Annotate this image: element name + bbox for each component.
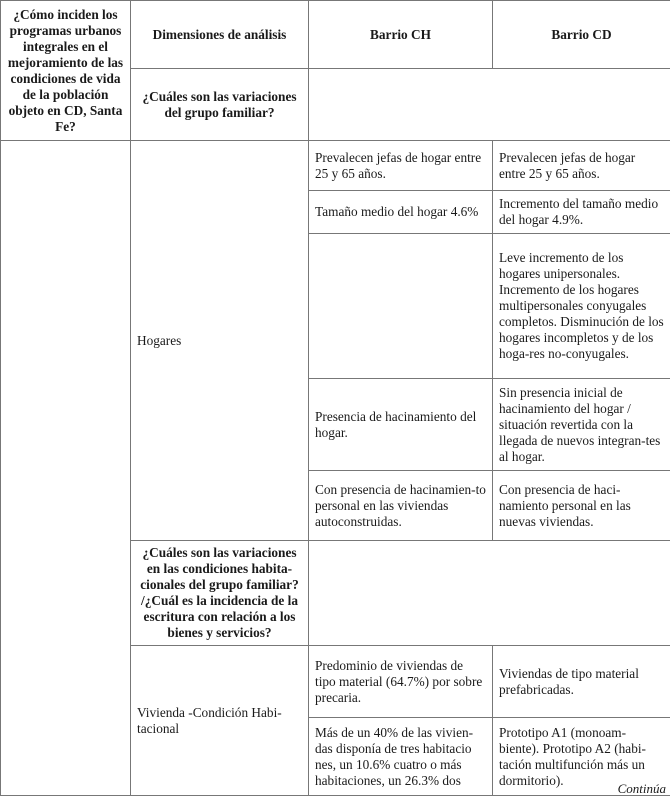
question-family-group: ¿Cuáles son las variaciones del grupo familiar? xyxy=(131,69,309,141)
dimension-hogares: Hogares xyxy=(131,141,309,541)
vivienda-ch-cell: Más de un 40% de las vivien-das disponía de tres habitacio nes, un 10.6% cuatro o más habitaciones, un 26.3% dos xyxy=(309,718,493,796)
vivienda-cd-cell: Prototipo A1 (monoam-biente). Prototipo A2 (habi-tación multifunción más un dormitorio). xyxy=(493,718,670,796)
hogares-cd-cell: Leve incremento de los hogares unipersonales. Incremento de los hogares multipersonales conyugales completos. Disminución de los hogares incompletos y de los hoga-res no-conyugales. xyxy=(493,234,670,379)
hogares-ch-cell: Prevalecen jefas de hogar entre 25 y 65 años. xyxy=(309,141,493,191)
empty-first-column xyxy=(1,141,131,796)
hogares-ch-cell: Presencia de hacinamiento del hogar. xyxy=(309,379,493,471)
hogares-ch-cell: Con presencia de hacinamien-to personal en las viviendas autoconstruidas. xyxy=(309,471,493,541)
hogares-ch-cell: Tamaño medio del hogar 4.6% xyxy=(309,191,493,234)
dimension-vivienda: Vivienda -Condición Habi-tacional xyxy=(131,646,309,796)
vivienda-cd-cell: Viviendas de tipo material prefabricadas. xyxy=(493,646,670,718)
header-barrio-cd: Barrio CD xyxy=(493,1,670,69)
continues-label: Continúa xyxy=(617,781,666,796)
empty-cell xyxy=(309,69,670,141)
vivienda-ch-cell: Predominio de viviendas de tipo material (64.7%) por sobre precaria. xyxy=(309,646,493,718)
hogares-cd-cell: Incremento del tamaño medio del hogar 4.9%. xyxy=(493,191,670,234)
hogares-cd-cell: Sin presencia inicial de hacinamiento del hogar / situación revertida con la llegada de nuevos integran-tes al hogar. xyxy=(493,379,670,471)
hogares-cd-cell: Con presencia de haci-namiento personal en las nuevas viviendas. xyxy=(493,471,670,541)
hogares-ch-cell xyxy=(309,234,493,379)
question-housing-conditions: ¿Cuáles son las variaciones en las condiciones habita-cionales del grupo familiar? /¿Cuál es la incidencia de la escritura con relación a los bienes y servicios? xyxy=(131,541,309,646)
hogares-cd-cell: Prevalecen jefas de hogar entre 25 y 65 años. xyxy=(493,141,670,191)
header-barrio-ch: Barrio CH xyxy=(309,1,493,69)
header-dimensions: Dimensiones de análisis xyxy=(131,1,309,69)
empty-cell xyxy=(309,541,670,646)
header-research-question: ¿Cómo inciden los programas urbanos integrales en el mejoramiento de las condiciones de vida de la población objeto en CD, Santa Fe? xyxy=(1,1,131,141)
